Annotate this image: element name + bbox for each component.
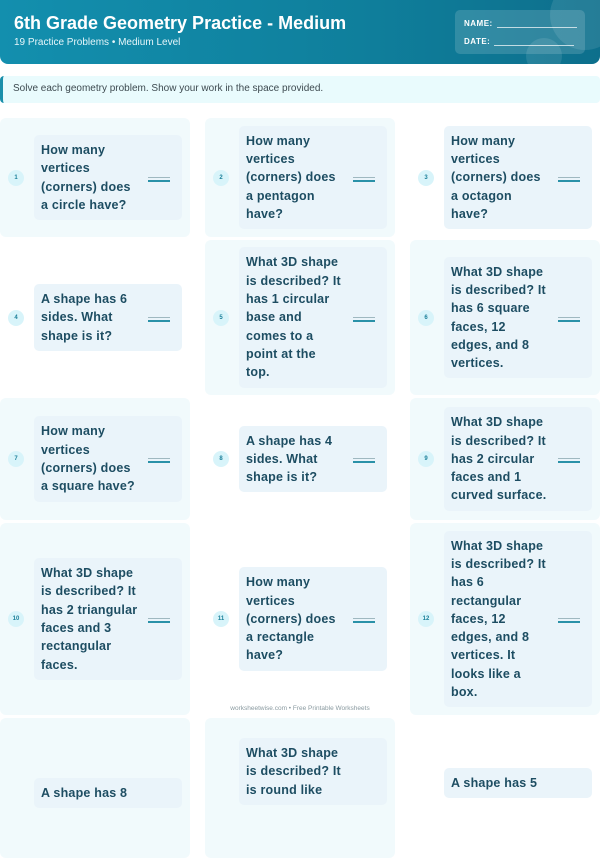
date-field[interactable]	[494, 38, 574, 46]
instructions: Solve each geometry problem. Show your work in the space provided.	[0, 76, 600, 103]
problem-card	[0, 398, 190, 520]
problem-question: How many vertices (corners) does a circle have?	[34, 135, 182, 220]
problem-number: 6	[418, 310, 434, 326]
answer-line[interactable]	[353, 177, 375, 182]
problem-number: 8	[213, 451, 229, 467]
date-label: DATE:	[464, 37, 491, 46]
problem-number: 3	[418, 170, 434, 186]
problem-question: What 3D shape is described? It has 6 square faces, 12 edges, and 8 vertices.	[444, 257, 592, 379]
problem-card	[205, 118, 395, 237]
problem-card	[410, 118, 600, 237]
problem-question: A shape has 6 sides. What shape is it?	[34, 284, 182, 351]
problem-question: What 3D shape is described? It has 2 circular faces and 1 curved surface.	[444, 407, 592, 510]
problem-number: 9	[418, 451, 434, 467]
problem-card	[205, 523, 395, 715]
problem-card	[0, 118, 190, 237]
problem-question: What 3D shape is described? It is round like	[239, 738, 387, 805]
problem-question: How many vertices (corners) does a square have?	[34, 416, 182, 501]
name-label: NAME:	[464, 19, 493, 28]
problem-number: 10	[8, 611, 24, 627]
problem-card	[0, 718, 190, 858]
problem-question: A shape has 8	[34, 778, 182, 808]
problem-number: 7	[8, 451, 24, 467]
answer-line[interactable]	[353, 317, 375, 322]
answer-line[interactable]	[148, 177, 170, 182]
answer-line[interactable]	[558, 458, 580, 463]
answer-line[interactable]	[353, 458, 375, 463]
answer-line[interactable]	[558, 317, 580, 322]
answer-line[interactable]	[558, 177, 580, 182]
problem-card	[0, 240, 190, 395]
problem-question: What 3D shape is described? It has 6 rectangular faces, 12 edges, and 8 vertices. It looks like a box.	[444, 531, 592, 708]
problem-number: 12	[418, 611, 434, 627]
problem-question: What 3D shape is described? It has 1 circular base and comes to a point at the top.	[239, 247, 387, 387]
worksheet-header	[0, 0, 600, 64]
answer-line[interactable]	[148, 458, 170, 463]
name-date-box	[455, 10, 585, 54]
problem-question: How many vertices (corners) does a octagon have?	[444, 126, 592, 229]
problem-card	[410, 398, 600, 520]
answer-line[interactable]	[148, 618, 170, 623]
problem-card	[410, 240, 600, 395]
answer-line[interactable]	[353, 618, 375, 623]
problem-card	[205, 718, 395, 858]
problem-number: 11	[213, 611, 229, 627]
problem-card	[205, 398, 395, 520]
problem-card	[0, 523, 190, 715]
page-title: 6th Grade Geometry Practice - Medium	[14, 13, 347, 33]
problem-card	[205, 240, 395, 395]
problem-number: 2	[213, 170, 229, 186]
problem-question: A shape has 4 sides. What shape is it?	[239, 426, 387, 493]
problem-question: What 3D shape is described? It has 2 triangular faces and 3 rectangular faces.	[34, 558, 182, 680]
problem-number: 1	[8, 170, 24, 186]
name-field[interactable]	[497, 20, 577, 28]
problem-number: 5	[213, 310, 229, 326]
footer: worksheetwise.com • Free Printable Worksheets	[230, 705, 370, 712]
problem-card	[410, 718, 600, 858]
answer-line[interactable]	[148, 317, 170, 322]
page-subtitle: 19 Practice Problems • Medium Level	[14, 37, 181, 48]
answer-line[interactable]	[558, 618, 580, 623]
problem-question: How many vertices (corners) does a rectangle have?	[239, 567, 387, 670]
problem-question: A shape has 5	[444, 768, 592, 798]
problem-question: How many vertices (corners) does a pentagon have?	[239, 126, 387, 229]
problem-card	[410, 523, 600, 715]
problem-number: 4	[8, 310, 24, 326]
